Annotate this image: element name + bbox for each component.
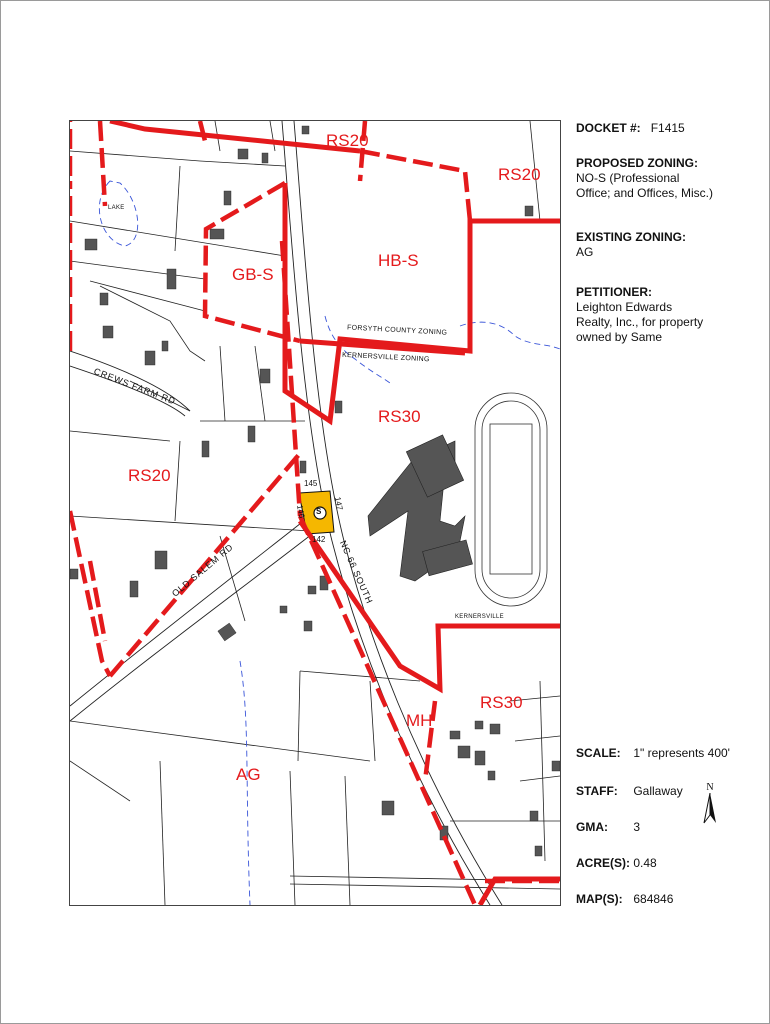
zone-label-rs30-lower: RS30	[480, 693, 523, 712]
gma-value: 3	[633, 820, 641, 834]
maps-row	[576, 892, 673, 906]
staff-value: Gallaway	[633, 784, 683, 798]
proposed-zoning-block	[576, 156, 766, 201]
acres-label: ACRE(S):	[576, 856, 630, 870]
petitioner-label: PETITIONER:	[576, 285, 653, 299]
zone-label-ag: AG	[236, 765, 261, 784]
zone-label-gbs: GB-S	[232, 265, 274, 284]
map-canvas	[70, 121, 560, 905]
acres-value: 0.48	[633, 856, 657, 870]
petitioner-block	[576, 285, 766, 345]
lake-label: LAKE	[108, 205, 125, 211]
school-building	[368, 435, 473, 581]
north-arrow-label: N	[706, 782, 714, 793]
proposed-zoning-value: NO-S (Professional Office; and Offices, Misc.)	[576, 171, 713, 200]
scale-label: SCALE:	[576, 746, 621, 760]
lot-number-142: 142	[312, 535, 326, 544]
kernersville-label: KERNERSVILLE	[455, 614, 504, 620]
staff-row	[576, 784, 683, 798]
gma-row	[576, 820, 640, 834]
zone-label-rs20-left: RS20	[128, 466, 171, 485]
forsyth-zoning-label: FORSYTH COUNTY ZONING	[346, 324, 448, 337]
docket-value: F1415	[650, 121, 685, 135]
kernersville-zoning-label: KERNERSVILLE ZONING	[341, 351, 430, 364]
existing-zoning-label: EXISTING ZONING:	[576, 230, 687, 244]
petitioner-value: Leighton Edwards Realty, Inc., for property owned by Same	[576, 300, 704, 344]
zoning-map	[69, 120, 561, 906]
gma-label: GMA:	[576, 820, 608, 834]
docket-label: DOCKET #:	[576, 121, 641, 135]
zone-label-rs20-right: RS20	[498, 165, 541, 184]
road-label-old-salem: OLD SALEM RD	[170, 541, 236, 599]
buildings	[70, 126, 560, 856]
existing-zoning-value: AG	[576, 245, 594, 259]
running-track	[475, 393, 547, 606]
scale-row	[576, 746, 730, 760]
acres-row	[576, 856, 657, 870]
north-arrow-icon	[702, 793, 718, 825]
lot-number-146: 146	[295, 504, 307, 519]
zone-label-rs20-top: RS20	[326, 131, 369, 150]
north-arrow	[702, 782, 718, 830]
maps-value: 684846	[633, 892, 674, 906]
creek-lines	[99, 181, 560, 905]
lot-number-145: 145	[304, 479, 318, 488]
road-label-crews-farm: CREWS FARM RD	[92, 366, 178, 407]
staff-label: STAFF:	[576, 784, 618, 798]
road-label-nc66: NC 66 SOUTH	[337, 539, 375, 606]
zone-label-rs30-center: RS30	[378, 407, 421, 426]
zone-label-hbs: HB-S	[378, 251, 419, 270]
lot-number-147: 147	[333, 496, 345, 511]
subject-marker-label: S	[316, 507, 322, 516]
zone-label-mh: MH	[406, 711, 433, 730]
docket-block	[576, 121, 766, 136]
existing-zoning-block	[576, 230, 766, 260]
scale-value: 1" represents 400'	[633, 746, 730, 760]
proposed-zoning-label: PROPOSED ZONING:	[576, 156, 699, 170]
maps-label: MAP(S):	[576, 892, 623, 906]
